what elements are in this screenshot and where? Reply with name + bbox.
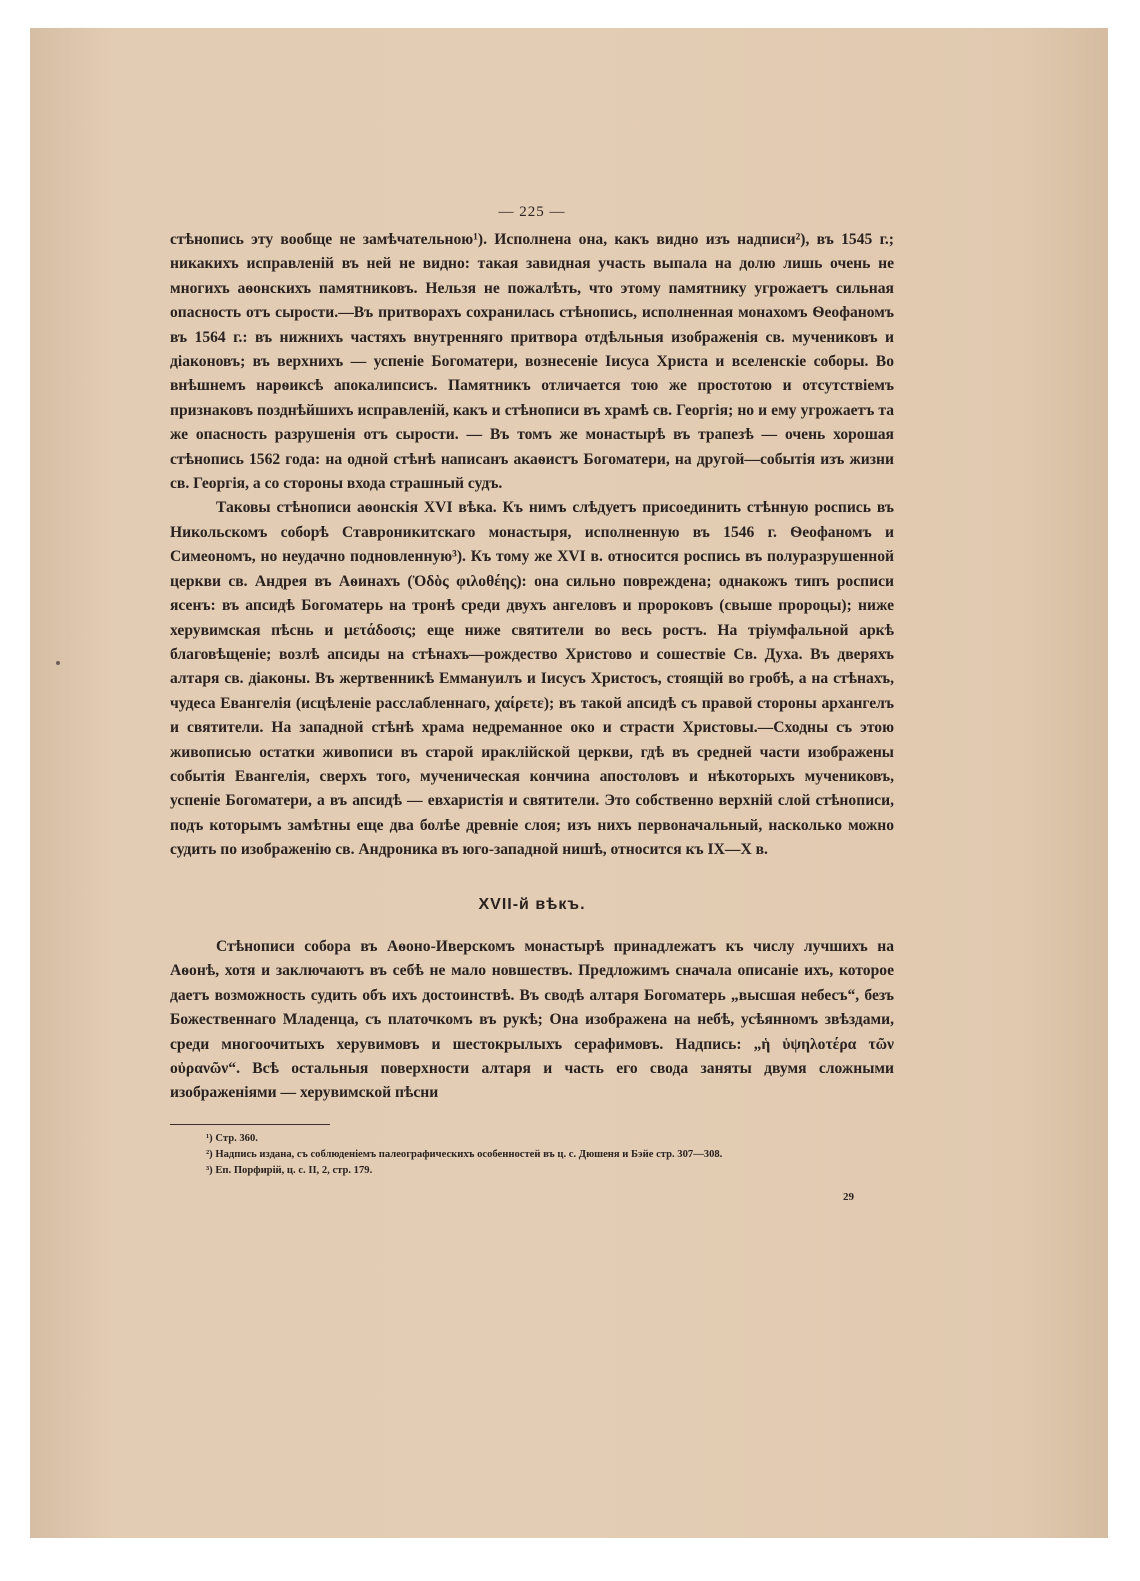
footnote-1: ¹) Стр. 360. xyxy=(206,1132,258,1144)
paragraph-3: Стѣнописи собора въ Аѳоно-Иверскомъ монастырѣ принадлежатъ къ числу лучшихъ на Аѳонѣ, хотя и заключаютъ въ себѣ не мало новшествъ. Предложимъ сначала описаніе ихъ, которое даетъ возможность судить объ ихъ достоинствѣ. Въ сводѣ алтаря Богоматерь „высшая небесъ“, безъ Божественнаго Младенца, съ платочкомъ въ рукѣ; Она изображена на небѣ, усѣянномъ звѣздами, среди многоочитыхъ херувимовъ и шестокрылыхъ серафимовъ. Надпись: „ἡ ὑψηλοτέρα τῶν οὐρανῶν“. Всѣ остальныя поверхности алтаря и часть его свода заняты двумя сложными изображеніями — херувимской пѣсни xyxy=(170,937,894,1102)
footnotes xyxy=(170,1131,894,1179)
running-head: — 225 — xyxy=(498,204,566,220)
footnote-2: ²) Надпись издана, съ соблюденіемъ палеографическихъ особенностей въ ц. с. Дюшеня и Бэйе стр. 307—308. xyxy=(206,1148,723,1160)
ink-speck xyxy=(56,661,60,665)
paragraph-2: Таковы стѣнописи аѳонскія XVI вѣка. Къ нимъ слѣдуетъ присоединить стѣнную роспись въ Никольскомъ соборѣ Ставроникитскаго монастыря, исполненную въ 1546 г. Ѳеофаномъ и Симеономъ, но неудачно подновленную³). Къ тому же XVI в. относится роспись въ полуразрушенной церкви св. Андрея въ Аѳинахъ (Ὀδὸς φιλοθέης): она сильно повреждена; однакожъ типъ росписи ясенъ: въ апсидѣ Богоматерь на тронѣ среди двухъ ангеловъ и пророковъ (свыше пророцы); ниже херувимская пѣснь и μετάδοσις; еще ниже святители во весь ростъ. На тріумфальной аркѣ благовѣщеніе; возлѣ апсиды на стѣнахъ—рождество Христово и сошествіе Св. Духа. Въ дверяхъ алтаря св. діаконы. Въ жертвенникѣ Еммануилъ и Іисусъ Христосъ, стоящій во гробѣ, а на стѣнахъ, чудеса Евангелія (исцѣленіе расслабленнаго, χαίρετε); въ такой апсидѣ съ правой стороны архангелъ и святители. На западной стѣнѣ храма недреманное око и страсти Христовы.—Сходны съ этою живописью остатки живописи въ старой ираклійской церкви, гдѣ въ средней части изображены событія Евангелія, сверхъ того, мученическая кончина апостоловъ и нѣкоторыхъ мучениковъ, успеніе Богоматери, а въ апсидѣ — евхаристія и святители. Это собственно верхній слой стѣнописи, подъ которымъ замѣтны еще два болѣе древніе слоя; изъ нихъ первоначальный, насколько можно судить по изображенію св. Андроника въ юго-западной нишѣ, относится къ IX—X в. xyxy=(170,499,894,859)
paragraph-1: стѣнопись эту вообще не замѣчательною¹). Исполнена она, какъ видно изъ надписи²), въ 1545 г.; никакихъ исправленій въ ней не видно: такая завидная участь выпала на долю лишь очень не многихъ аѳонскихъ памятниковъ. Нельзя не пожалѣть, что этому памятнику угрожаетъ сильная опасность отъ сырости.—Въ притворахъ сохранилась стѣнопись, исполненная монахомъ Ѳеофаномъ въ 1564 г.: въ нижнихъ частяхъ внутренняго притвора отдѣльныя изображенія св. мучениковъ и діаконовъ; въ верхнихъ — успеніе Богоматери, вознесеніе Іисуса Христа и вселенскіе соборы. Во внѣшнемъ нарѳиксѣ апокалипсисъ. Памятникъ отличается тою же простотою и отсутствіемъ признаковъ позднѣйшихъ исправленій, какъ и стѣнописи въ храмѣ св. Георгія; но и ему угрожаетъ та же опасность разрушенія отъ сырости. — Въ томъ же монастырѣ въ трапезѣ — очень хорошая стѣнопись 1562 года: на одной стѣнѣ написанъ акаѳистъ Богоматери, на другой—событія изъ жизни св. Георгія, а со стороны входа страшный судъ. xyxy=(170,231,894,493)
footnote-rule xyxy=(170,1124,330,1125)
text-block xyxy=(170,200,894,1209)
book-page xyxy=(30,28,1108,1538)
sheet-signature: 29 xyxy=(843,1190,854,1203)
footnote-3: ³) Еп. Порфирій, ц. с. II, 2, стр. 179. xyxy=(206,1164,373,1176)
section-heading: XVII-й вѣкъ. xyxy=(478,895,586,913)
